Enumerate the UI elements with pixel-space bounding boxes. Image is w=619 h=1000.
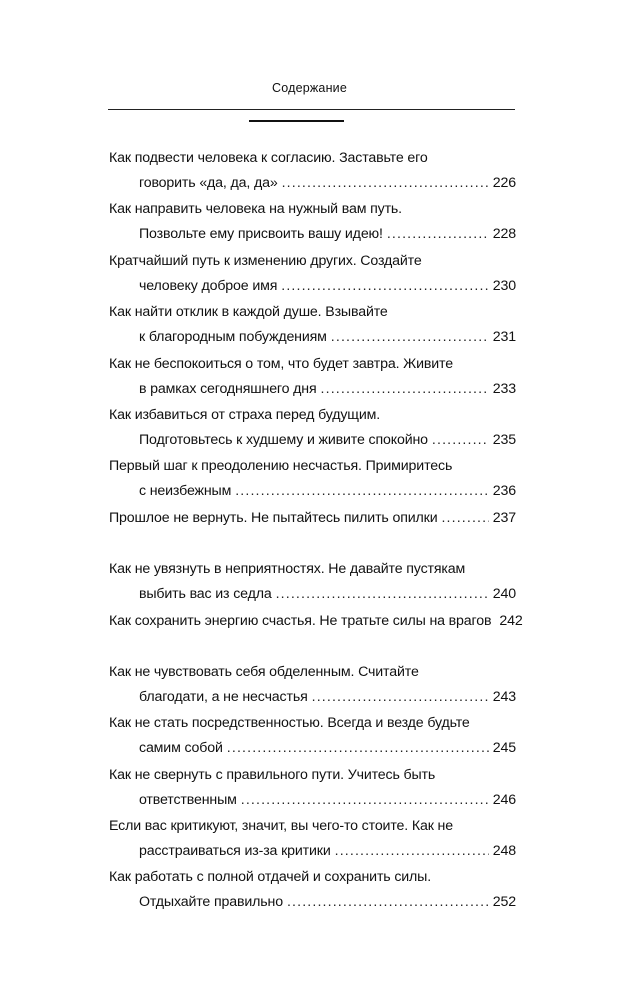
- toc-page-number: 230: [492, 277, 516, 294]
- toc-entry: [109, 146, 516, 197]
- dot-leader: [312, 685, 489, 710]
- toc-entry: [109, 763, 516, 814]
- toc-entry-title: Первый шаг к преодолению несчастья. Примиритесь: [109, 458, 453, 475]
- toc-page-number: 240: [492, 586, 516, 603]
- toc-entry-title: Как избавиться от страха перед будущим.: [109, 406, 381, 423]
- toc-page-number: 243: [492, 688, 516, 705]
- toc-entry-subtitle: говорить «да, да, да»: [139, 175, 278, 191]
- dot-leader: [281, 274, 489, 299]
- dot-leader: [335, 839, 489, 864]
- toc-entry-continuation: [109, 479, 516, 504]
- dot-leader: [282, 171, 489, 196]
- toc-entry-subtitle: к благородным побуждениям: [139, 329, 327, 346]
- toc-entry: [109, 454, 516, 505]
- header-rule: [108, 109, 515, 110]
- toc-entry-title: Как не чувствовать себя обделенным. Считайте: [109, 663, 419, 680]
- dot-leader: [432, 428, 489, 453]
- toc-entry: [109, 403, 516, 454]
- toc-entry: [109, 506, 516, 557]
- toc-entry: [109, 814, 516, 865]
- toc-entry-line: [109, 506, 516, 531]
- toc-page-number: 236: [492, 483, 516, 500]
- toc-page-number: 237: [492, 509, 516, 526]
- toc-entry-title: Если вас критикуют, значит, вы чего-то стоите. Как не: [109, 818, 453, 835]
- toc-entry-title: Как подвести человека к согласию. Заставьте его: [109, 150, 428, 166]
- toc-entry: [109, 197, 516, 248]
- toc-entry-title: Как не увязнуть в неприятностях. Не давайте пустякам: [109, 561, 466, 578]
- toc-entry-subtitle: с неизбежным: [139, 483, 232, 500]
- toc-page-number: 245: [492, 740, 516, 757]
- toc-entry-subtitle: Позвольте ему присвоить вашу идею!: [139, 226, 383, 243]
- toc-entry-title: Кратчайший путь к изменению других. Создайте: [109, 252, 422, 269]
- toc-entry-subtitle: расстраиваться из-за критики: [139, 843, 331, 860]
- toc-entry-subtitle: ответственным: [139, 791, 237, 808]
- toc-entry: [109, 352, 516, 403]
- toc-page-number: 231: [492, 329, 516, 346]
- toc-entry-continuation: [109, 171, 516, 196]
- toc-entry-continuation: [109, 325, 516, 350]
- toc-entry: [109, 660, 516, 711]
- toc-entry-title: Как направить человека на нужный вам путь.: [109, 201, 402, 218]
- toc-entry: [109, 609, 523, 660]
- toc-entry: [109, 249, 516, 300]
- toc-entry-title: Как не свернуть с правильного пути. Учитесь быть: [109, 766, 436, 783]
- toc-entry-continuation: [109, 222, 516, 247]
- toc-entry-continuation: [109, 736, 516, 761]
- toc-entry-continuation: [109, 890, 516, 915]
- toc-page-number: 235: [492, 431, 516, 448]
- toc-entry-continuation: [109, 582, 516, 607]
- toc-entry-title: Как не стать посредственностью. Всегда и везде будьте: [109, 715, 470, 732]
- toc-entry-continuation: [109, 788, 516, 813]
- toc-entry-title: Как найти отклик в каждой душе. Взывайте: [109, 304, 388, 321]
- toc-page-number: 246: [492, 791, 516, 808]
- dot-leader: [241, 788, 489, 813]
- toc-entry-continuation: [109, 377, 516, 402]
- toc-entry-continuation: [109, 685, 516, 710]
- toc-entry-continuation: [109, 428, 516, 453]
- toc-entry: [109, 711, 516, 762]
- dot-leader: [441, 506, 488, 531]
- running-head-title: Содержание: [271, 81, 348, 95]
- table-of-contents: [109, 146, 523, 917]
- toc-page-number: 226: [492, 175, 516, 191]
- toc-entry-subtitle: выбить вас из седла: [139, 586, 272, 603]
- toc-entry-title: Как не беспокоиться о том, что будет завтра. Живите: [109, 355, 453, 372]
- dot-leader: [331, 325, 489, 350]
- toc-entry-continuation: [109, 839, 516, 864]
- dot-leader: [287, 890, 489, 915]
- toc-entry-subtitle: самим собой: [139, 740, 223, 757]
- dot-leader: [387, 222, 489, 247]
- toc-entry-subtitle: Подготовьтесь к худшему и живите спокойно: [139, 431, 428, 448]
- toc-entry-subtitle: человеку доброе имя: [139, 277, 278, 294]
- toc-page-number: 248: [492, 843, 516, 860]
- toc-entry-title: Прошлое не вернуть. Не пытайтесь пилить опилки: [109, 509, 438, 526]
- dot-leader: [321, 377, 489, 402]
- dot-leader: [235, 479, 489, 504]
- toc-entry: [109, 865, 516, 916]
- toc-page-number: 233: [492, 380, 516, 397]
- toc-entry: [109, 300, 516, 351]
- toc-entry-title: Как сохранить энергию счастья. Не тратьте силы на врагов: [109, 612, 492, 629]
- toc-page-number: 252: [492, 894, 516, 911]
- toc-entry-subtitle: в рамках сегодняшнего дня: [139, 380, 317, 397]
- toc-entry-subtitle: благодати, а не несчастья: [139, 688, 308, 705]
- dot-leader: [227, 736, 489, 761]
- dot-leader: [276, 582, 489, 607]
- header-accent-rule: [249, 120, 344, 122]
- toc-page-number: 228: [492, 226, 516, 243]
- toc-page-number: 242: [499, 612, 523, 629]
- toc-entry-title: Как работать с полной отдачей и сохранить силы.: [109, 869, 432, 886]
- toc-entry: [109, 557, 516, 608]
- toc-entry-subtitle: Отдыхайте правильно: [139, 894, 283, 911]
- toc-entry-line: [109, 609, 523, 634]
- toc-entry-continuation: [109, 274, 516, 299]
